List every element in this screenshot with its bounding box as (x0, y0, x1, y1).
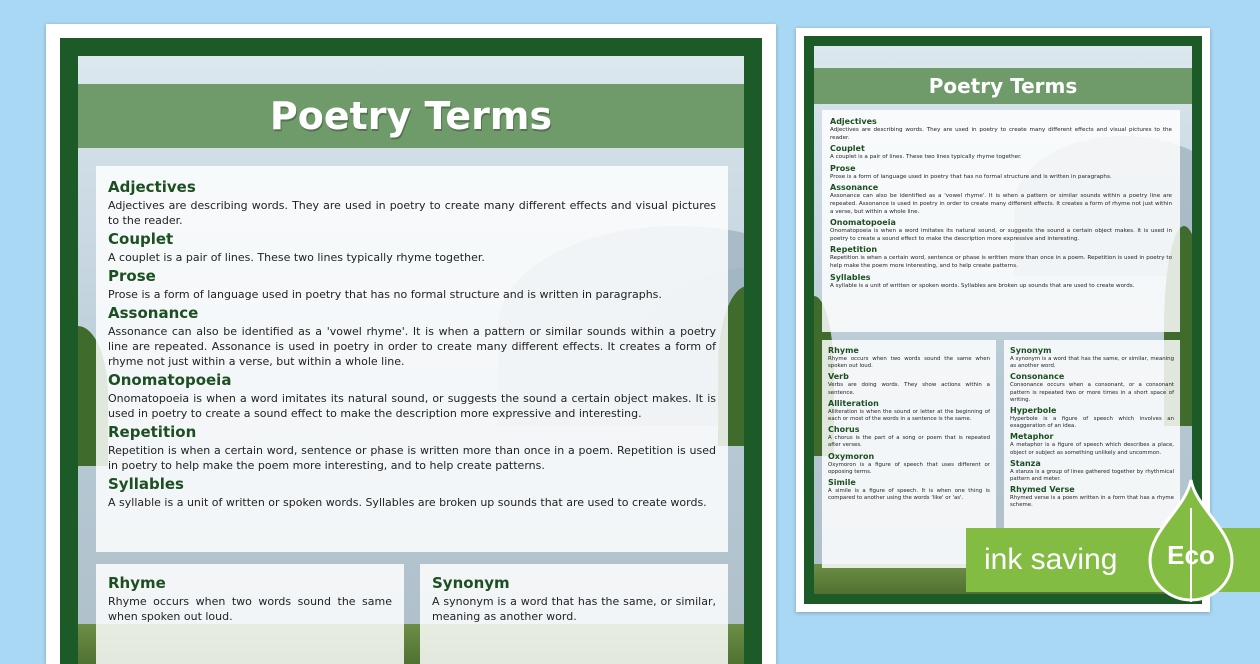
term-heading: Consonance (1010, 372, 1065, 382)
poster-large (46, 24, 776, 664)
page-title: Poetry Terms (78, 84, 744, 148)
term-heading: Adjectives (830, 117, 877, 126)
term-heading: Rhymed Verse (1010, 485, 1075, 495)
term-heading: Syllables (830, 272, 871, 282)
term-definition: Adjectives are describing words. They are used in poetry to create many different effects and visual pictures to the reader. (830, 127, 1172, 141)
term-definition: Adjectives are describing words. They are used in poetry to create many different effects and visual pictures to the reader. (108, 199, 716, 227)
term-definition: Repetition is when a certain word, sentence or phase is written more than once in a poem. Repetition is used in poetry to help make the poem more interesting, and to help create patterns. (830, 255, 1172, 269)
term-definition: Prose is a form of language used in poetry that has no formal structure and is written in paragraphs. (108, 288, 662, 301)
term-definition: Consonance occurs when a consonant, or a consonant pattern is repeated two or more times in a short space of writing. (1010, 382, 1174, 403)
term-heading: Assonance (830, 183, 879, 193)
term-heading: Repetition (830, 245, 878, 255)
term-entry (108, 370, 716, 421)
term-heading: Prose (108, 267, 156, 285)
term-entry (108, 303, 716, 369)
main-terms-panel (96, 166, 728, 552)
term-entry (108, 474, 716, 510)
term-heading: Onomatopoeia (108, 371, 232, 389)
term-definition: Onomatopoeia is when a word imitates its natural sound, or suggests the sound a certain object makes. It is used in poetry to create a sound effect to make the description more expressive and interesting. (830, 228, 1172, 242)
term-heading: Adjectives (108, 178, 196, 196)
term-heading: Stanza (1010, 458, 1041, 468)
term-heading: Metaphor (1010, 432, 1054, 442)
term-heading: Couplet (830, 144, 865, 154)
term-definition: A simile is a figure of speech. It is when one thing is compared to another using the words 'like' or 'as'. (828, 488, 990, 502)
term-heading: Verb (828, 372, 849, 382)
term-heading: Assonance (108, 304, 199, 322)
term-definition: Assonance can also be identified as a 'vowel rhyme'. It is when a pattern or similar sounds within a poetry line are repeated. Assonance is used in poetry in order to create many different effects. It creates a form of rhyme not just within a verse, but within a whole line. (830, 193, 1172, 215)
background-scene (78, 56, 744, 664)
term-entry (108, 177, 716, 228)
term-definition: A synonym is a word that has the same, or similar, meaning as another word. (1010, 356, 1174, 370)
main-terms-panel (822, 110, 1180, 332)
term-entry (432, 573, 716, 624)
term-definition: Prose is a form of language used in poetry that has no formal structure and is written in paragraphs. (830, 173, 1112, 180)
term-heading: Oxymoron (828, 451, 875, 461)
right-terms-panel (420, 564, 728, 664)
term-heading: Rhyme (828, 346, 859, 355)
term-heading: Synonym (1010, 346, 1052, 355)
term-heading: Couplet (108, 230, 174, 248)
poster-frame (60, 38, 762, 664)
term-heading: Alliteration (828, 398, 879, 408)
eco-label: Eco (1167, 540, 1215, 570)
term-entry (108, 573, 392, 624)
term-definition: A couplet is a pair of lines. These two lines typically rhyme together. (830, 154, 1022, 161)
term-definition: Assonance can also be identified as a 'vowel rhyme'. It is when a pattern or similar sounds within a poetry line are repeated. Assonance is used in poetry in order to create many different effects. It creates a form of rhyme not just within a verse, but within a whole line. (108, 325, 716, 368)
term-heading: Chorus (828, 425, 860, 435)
ink-saving-label: ink saving (984, 543, 1118, 576)
term-heading: Repetition (108, 423, 197, 441)
term-definition: Oxymoron is a figure of speech that uses different or opposing terms. (828, 461, 990, 475)
term-heading: Synonym (432, 574, 510, 592)
term-definition: Onomatopoeia is when a word imitates its natural sound, or suggests the sound a certain object makes. It is used in poetry to create a sound effect to make the description more expressive and interesting. (108, 392, 716, 420)
term-definition: A stanza is a group of lines gathered together by rhythmical pattern and meter. (1010, 468, 1174, 483)
term-heading: Simile (828, 478, 856, 488)
term-heading: Hyperbole (1010, 406, 1057, 416)
term-definition: Rhyme occurs when two words sound the same when spoken out loud. (828, 356, 990, 370)
term-definition: A syllable is a unit of written or spoken words. Syllables are broken up sounds that are used to create words. (830, 282, 1135, 289)
term-definition: Rhymed verse is a poem written in a form that has a rhyme scheme. (1010, 495, 1174, 509)
poster-frame (804, 36, 1202, 604)
term-definition: A synonym is a word that has the same, or similar, meaning as another word. (432, 595, 716, 623)
term-entry (108, 422, 716, 473)
term-definition: Repetition is when a certain word, sentence or phase is written more than once in a poem. Repetition is used in poetry to help make the poem more interesting, and to help create patterns. (108, 444, 716, 472)
term-definition: Verbs are doing words. They show actions within a sentence. (828, 382, 990, 396)
page-title: Poetry Terms (814, 68, 1192, 104)
term-heading: Prose (830, 163, 856, 173)
left-terms-panel (96, 564, 404, 664)
term-entry (108, 229, 716, 265)
term-definition: A metaphor is a figure of speech which describes a place, object or subject as something unlikely and uncommon. (1010, 442, 1174, 456)
term-heading: Rhyme (108, 574, 166, 592)
term-definition: A syllable is a unit of written or spoken words. Syllables are broken up sounds that are used to create words. (108, 496, 707, 509)
term-definition: Alliteration is when the sound or letter at the beginning of each or most of the words in a sentence is the same. (828, 408, 990, 423)
background-scene (814, 46, 1192, 594)
term-definition: Rhyme occurs when two words sound the same when spoken out loud. (108, 595, 392, 623)
term-heading: Syllables (108, 475, 184, 493)
term-definition: Hyperbole is a figure of speech which involves an exaggeration of an idea. (1010, 416, 1174, 430)
term-entry (108, 266, 716, 302)
term-definition: A couplet is a pair of lines. These two lines typically rhyme together. (108, 251, 485, 264)
term-heading: Onomatopoeia (830, 218, 896, 228)
term-definition: A chorus is the part of a song or poem that is repeated after verses. (828, 435, 990, 449)
